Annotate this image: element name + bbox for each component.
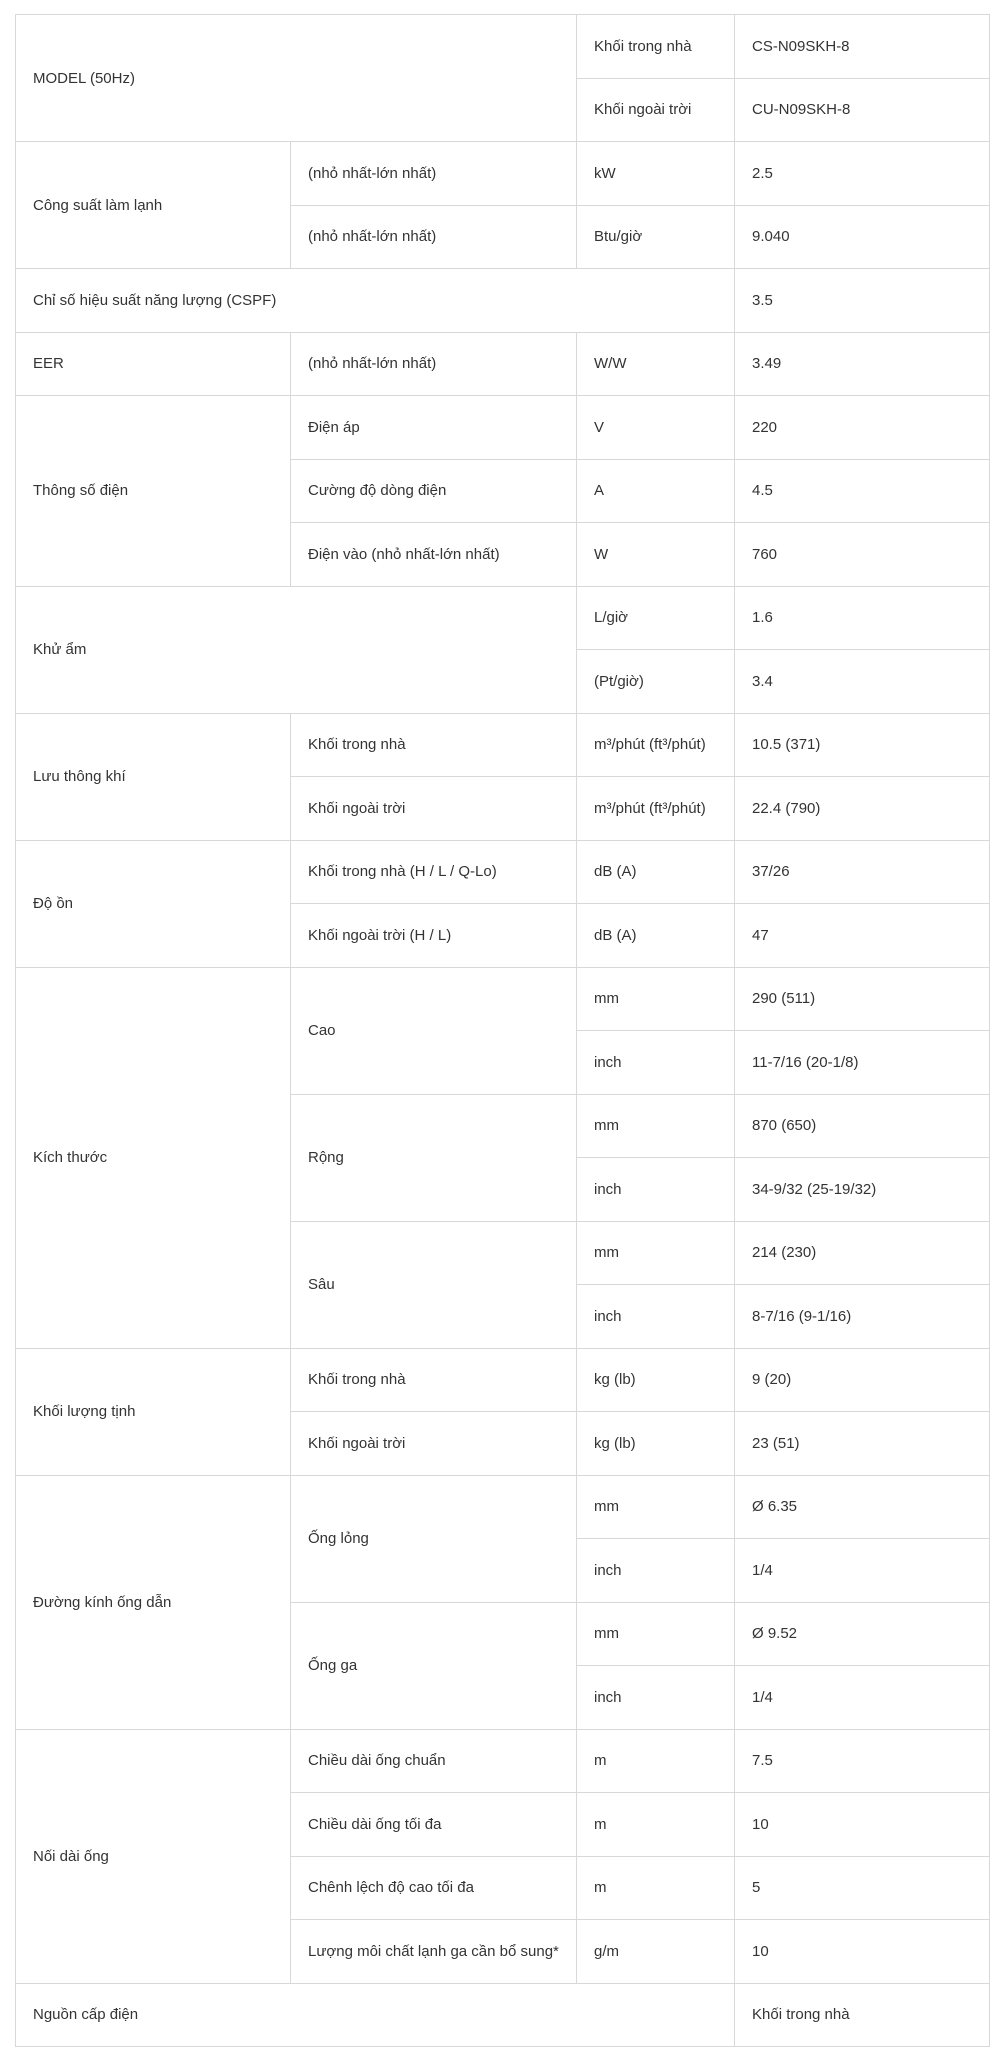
dimensions-unit: inch (577, 1031, 735, 1095)
airflow-value: 10.5 (371) (735, 713, 990, 777)
airflow-sub: Khối ngoài trời (291, 777, 577, 841)
dimensions-depth-label: Sâu (291, 1221, 577, 1348)
table-row (16, 1983, 990, 2047)
pipe-value: 1/4 (735, 1666, 990, 1730)
extension-value: 10 (735, 1920, 990, 1984)
model-outdoor-label: Khối ngoài trời (577, 78, 735, 142)
extension-unit: m (577, 1729, 735, 1793)
weight-sub: Khối ngoài trời (291, 1412, 577, 1476)
electrical-value: 220 (735, 396, 990, 460)
pipe-gas-label: Ống ga (291, 1602, 577, 1729)
extension-sub: Lượng môi chất lạnh ga cần bổ sung* (291, 1920, 577, 1984)
pipe-value: Ø 6.35 (735, 1475, 990, 1539)
dehumid-value: 3.4 (735, 650, 990, 714)
extension-sub: Chiều dài ống tối đa (291, 1793, 577, 1857)
electrical-sub: Điện vào (nhỏ nhất-lớn nhất) (291, 523, 577, 587)
airflow-label: Lưu thông khí (16, 713, 291, 840)
pipe-value: 1/4 (735, 1539, 990, 1603)
extension-value: 5 (735, 1856, 990, 1920)
dimensions-height-label: Cao (291, 967, 577, 1094)
noise-value: 37/26 (735, 840, 990, 904)
table-row (16, 967, 990, 1031)
electrical-value: 760 (735, 523, 990, 587)
noise-sub: Khối trong nhà (H / L / Q-Lo) (291, 840, 577, 904)
model-indoor-value: CS-N09SKH-8 (735, 15, 990, 79)
dimensions-value: 34-9/32 (25-19/32) (735, 1158, 990, 1222)
pipe-unit: mm (577, 1602, 735, 1666)
dehumid-value: 1.6 (735, 586, 990, 650)
table-row (16, 142, 990, 206)
dimensions-label: Kích thước (16, 967, 291, 1348)
pipe-label: Đường kính ống dẫn (16, 1475, 291, 1729)
electrical-label: Thông số điện (16, 396, 291, 587)
dimensions-value: 11-7/16 (20-1/8) (735, 1031, 990, 1095)
table-row (16, 1475, 990, 1539)
table-row (16, 713, 990, 777)
dehumid-label: Khử ẩm (16, 586, 577, 713)
pipe-liquid-label: Ống lỏng (291, 1475, 577, 1602)
dehumid-unit: L/giờ (577, 586, 735, 650)
pipe-unit: inch (577, 1539, 735, 1603)
pipe-unit: mm (577, 1475, 735, 1539)
extension-value: 7.5 (735, 1729, 990, 1793)
extension-sub: Chiều dài ống chuẩn (291, 1729, 577, 1793)
eer-label: EER (16, 332, 291, 396)
model-outdoor-value: CU-N09SKH-8 (735, 78, 990, 142)
table-row (16, 586, 990, 650)
noise-unit: dB (A) (577, 904, 735, 968)
dimensions-width-label: Rộng (291, 1094, 577, 1221)
extension-sub: Chênh lệch độ cao tối đa (291, 1856, 577, 1920)
weight-sub: Khối trong nhà (291, 1348, 577, 1412)
dimensions-value: 870 (650) (735, 1094, 990, 1158)
noise-unit: dB (A) (577, 840, 735, 904)
cooling-label: Công suất làm lạnh (16, 142, 291, 269)
dimensions-value: 290 (511) (735, 967, 990, 1031)
table-row (16, 332, 990, 396)
weight-unit: kg (lb) (577, 1412, 735, 1476)
table-row (16, 1729, 990, 1793)
dimensions-unit: mm (577, 967, 735, 1031)
cooling-unit: Btu/giờ (577, 205, 735, 269)
electrical-sub: Cường độ dòng điện (291, 459, 577, 523)
eer-unit: W/W (577, 332, 735, 396)
electrical-sub: Điện áp (291, 396, 577, 460)
dimensions-unit: mm (577, 1221, 735, 1285)
model-indoor-label: Khối trong nhà (577, 15, 735, 79)
cooling-sub: (nhỏ nhất-lớn nhất) (291, 205, 577, 269)
airflow-value: 22.4 (790) (735, 777, 990, 841)
table-row (16, 1348, 990, 1412)
noise-sub: Khối ngoài trời (H / L) (291, 904, 577, 968)
airflow-unit: m³/phút (ft³/phút) (577, 713, 735, 777)
dehumid-unit: (Pt/giờ) (577, 650, 735, 714)
dimensions-value: 8-7/16 (9-1/16) (735, 1285, 990, 1349)
noise-value: 47 (735, 904, 990, 968)
dimensions-unit: inch (577, 1158, 735, 1222)
cspf-label: Chỉ số hiệu suất năng lượng (CSPF) (16, 269, 735, 333)
weight-value: 23 (51) (735, 1412, 990, 1476)
extension-label: Nối dài ống (16, 1729, 291, 1983)
noise-label: Độ ồn (16, 840, 291, 967)
weight-value: 9 (20) (735, 1348, 990, 1412)
cooling-unit: kW (577, 142, 735, 206)
electrical-unit: W (577, 523, 735, 587)
power-label: Nguồn cấp điện (16, 1983, 735, 2047)
dimensions-unit: inch (577, 1285, 735, 1349)
electrical-value: 4.5 (735, 459, 990, 523)
table-row (16, 269, 990, 333)
table-row (16, 396, 990, 460)
cspf-value: 3.5 (735, 269, 990, 333)
cooling-value: 9.040 (735, 205, 990, 269)
eer-sub: (nhỏ nhất-lớn nhất) (291, 332, 577, 396)
electrical-unit: V (577, 396, 735, 460)
eer-value: 3.49 (735, 332, 990, 396)
dimensions-unit: mm (577, 1094, 735, 1158)
extension-unit: m (577, 1793, 735, 1857)
weight-unit: kg (lb) (577, 1348, 735, 1412)
extension-value: 10 (735, 1793, 990, 1857)
specification-table (15, 14, 990, 2047)
extension-unit: m (577, 1856, 735, 1920)
dimensions-value: 214 (230) (735, 1221, 990, 1285)
cooling-value: 2.5 (735, 142, 990, 206)
table-row (16, 840, 990, 904)
model-label: MODEL (50Hz) (16, 15, 577, 142)
airflow-sub: Khối trong nhà (291, 713, 577, 777)
weight-label: Khối lượng tịnh (16, 1348, 291, 1475)
electrical-unit: A (577, 459, 735, 523)
table-row (16, 15, 990, 79)
pipe-value: Ø 9.52 (735, 1602, 990, 1666)
airflow-unit: m³/phút (ft³/phút) (577, 777, 735, 841)
cooling-sub: (nhỏ nhất-lớn nhất) (291, 142, 577, 206)
extension-unit: g/m (577, 1920, 735, 1984)
power-value: Khối trong nhà (735, 1983, 990, 2047)
pipe-unit: inch (577, 1666, 735, 1730)
